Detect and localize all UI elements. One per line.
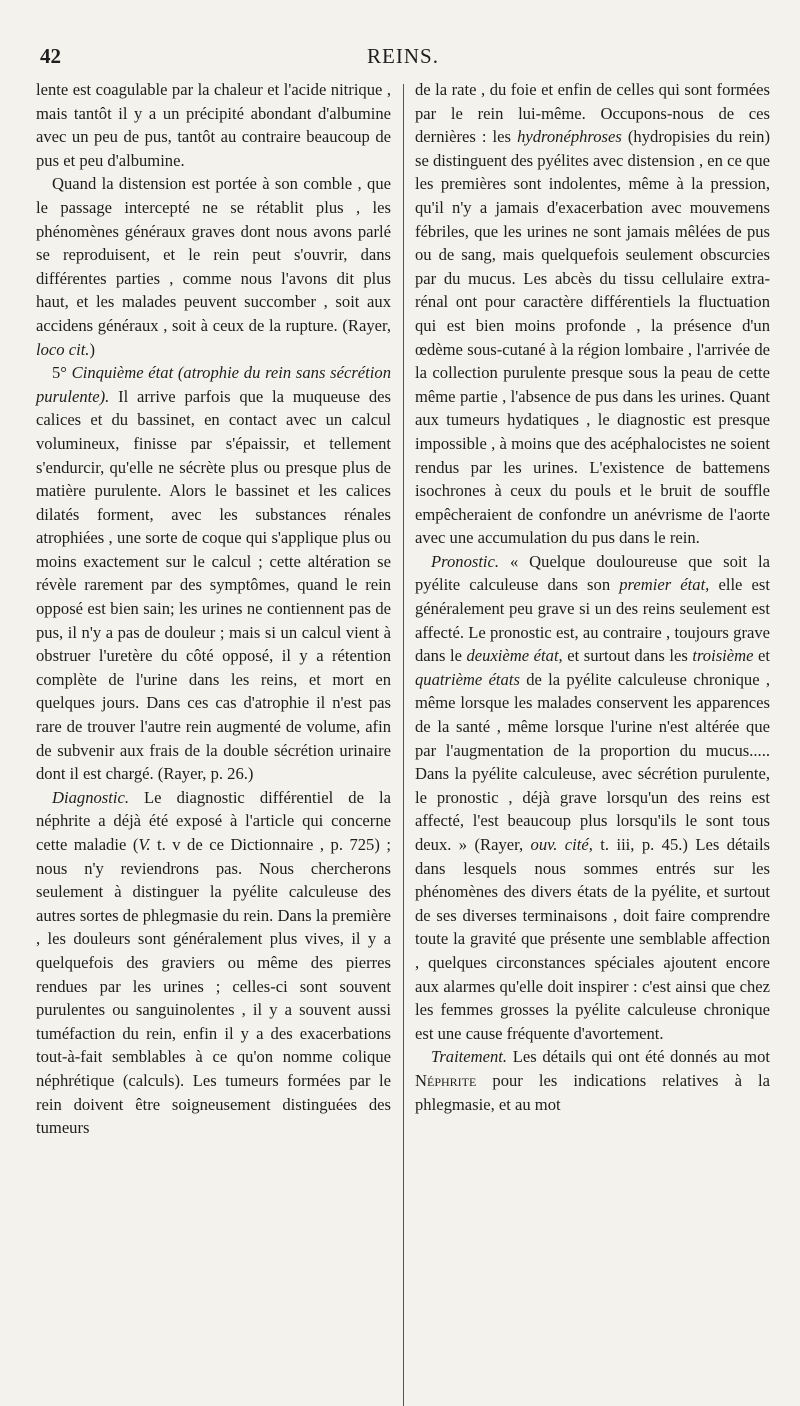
text: « Quelque douloureuse que soit la pyélite calculeuse dans son: [415, 551, 770, 595]
text: Le diagnostic différentiel de la néphrite a déjà été exposé à l'article qui concerne cette maladie (: [36, 787, 391, 854]
term: deuxième état,: [466, 646, 563, 666]
column-divider: [403, 84, 404, 1406]
paragraph: [36, 172, 391, 361]
page-header: [36, 44, 770, 74]
section-heading: Diagnostic.: [52, 787, 129, 807]
section-heading: Cinquième état (atrophie du rein sans sécrétion purulente).: [36, 363, 391, 406]
paragraph: [36, 361, 391, 786]
citation: loco cit.: [36, 339, 90, 359]
cross-reference: Néphrite: [415, 1070, 477, 1090]
section-number: 5°: [52, 363, 72, 383]
term: hydronéphroses: [517, 127, 622, 147]
paragraph: [415, 550, 770, 1045]
text: de la rate , du foie et enfin de celles qui sont formées par le rein lui-même. Occupons-nous de ces dernières : les: [415, 80, 770, 147]
running-title: REINS.: [367, 44, 439, 68]
paragraph: [415, 1045, 770, 1116]
text-columns: [36, 78, 770, 1406]
text: lente est coagulable par la chaleur et l'acide nitrique , mais tantôt il y a un précipité abondant d'albumine avec un peu de pus, tantôt au contraire beaucoup de pus et peu d'albumine.: [36, 80, 391, 170]
left-column: [36, 78, 391, 1406]
text: Les détails qui ont été donnés au mot: [507, 1047, 770, 1067]
citation: ouv. cité: [530, 835, 589, 854]
text: (hydropisies du rein) se distinguent des pyélites avec distension , en ce que les premières sont indolentes, même à la pression, qu'il n'y a jamais d'exacerbation avec mouvemens fébriles, que les urines ne sont jamais mêlées de pus ou de sang, mais quelquefois seulement obscurcies par du mucus. Les abcès du tissu cellulaire extra-rénal ont pour caractère différentiels la fluctuation qui est bien moins profonde , la présence d'un œdème sous-cutané à la région lombaire , l'arrivée de la collection purulente presque sous la peau de cette même partie , l'absence de pus dans les urines. Quant aux tumeurs hydatiques , le diagnostic est presque impossible , à moins que des acéphalocistes ne soient rendus par les urines. L'existence de battemens isochrones à ceux du pouls et le bruit de souffle empêcheraient de confondre un anévrisme de l'aorte avec une accumulation du pus dans le rein.: [415, 127, 770, 548]
reference: V.: [138, 835, 151, 854]
text: et surtout dans les: [562, 646, 693, 666]
text: pour les indications relatives à la phlegmasie, et au mot: [415, 1070, 770, 1114]
paragraph: [415, 78, 770, 550]
paragraph: [36, 786, 391, 1140]
section-heading: Pronostic.: [431, 551, 500, 571]
term: quatrième états: [415, 669, 520, 689]
term: premier état,: [619, 575, 710, 595]
text: t. v de ce Dictionnaire , p. 725) ; nous n'y reviendrons pas. Nous chercherons seulement à distinguer la pyélite calculeuse des autres sortes de phlegmasie du rein. Dans la première , les douleurs sont généralement plus vives, il y a quelquefois des graviers ou même des pierres rendues par les urines ; celles-ci sont souvent purulentes ou sanguinolentes , il y a souvent aussi tuméfaction du rein, enfin il y a des exacerbations tout-à-fait semblables à ce qu'on nomme colique néphrétique (calculs). Les tumeurs formées par le rein doivent être soigneusement distinguées des tumeurs: [36, 835, 391, 1138]
text: et: [753, 646, 771, 666]
section-heading: Traitement.: [431, 1047, 508, 1067]
text: elle est généralement peu grave si un des reins seulement est affecté. Le pronostic est, au contraire , toujours grave dans le: [415, 575, 770, 666]
text: ): [89, 339, 95, 359]
text: Il arrive parfois que la muqueuse des calices et du bassinet, en contact avec un calcul volumineux, finisse par s'épaissir, et tellement s'endurcir, qu'elle ne sécrète plus ou presque plus de matière purulente. Alors le bassinet et les calices dilatés forment, avec les substances rénales atrophiées , une sorte de coque qui s'applique plus ou moins exactement sur le calcul ; cette altération se révèle rarement par des symptômes, quand le rein opposé est bien sain; les urines ne contiennent pas de pus, il n'y a pas de douleur ; mais si un calcul vient à obstruer l'uretère du côté opposé, il y a rétention complète de l'urine dans les reins, et mort en quelques jours. Dans ces cas d'atrophie il n'est pas rare de trouver l'autre rein augmenté de volume, afin de subvenir aux frais de la double sécrétion urinaire dont il est chargé. (Rayer, p. 26.): [36, 386, 391, 784]
text: de la pyélite calculeuse chronique , même lorsque les malades conservent les apparences de la santé , même lorsque l'urine n'est altérée que par l'augmentation de la proportion du mucus..... Dans la pyélite calculeuse, avec sécrétion purulente, le pronostic , déjà grave lorsqu'un des reins est affecté, l'est beaucoup plus lorsqu'ils le sont tous deux. » (Rayer,: [415, 669, 770, 854]
right-column: [415, 78, 770, 1406]
text: Quand la distension est portée à son comble , que le passage intercepté ne se rétablit plus , les phénomènes généraux graves dont nous avons parlé se reproduisent, et le rein peut s'ouvrir, dans différentes parties , comme nous l'avons dit plus haut, et les malades peuvent succomber , soit aux accidens généraux , soit à ceux de la rupture. (Rayer,: [36, 174, 391, 335]
term: troisième: [692, 646, 754, 666]
text: , t. iii, p. 45.) Les détails dans lesquels nous sommes entrés sur les phénomènes des divers états de la pyélite, et surtout de ses diverses terminaisons , doit faire comprendre toute la gravité que présente une semblable affection , quelques circonstances spéciales ajoutent encore aux alarmes qu'elle doit inspirer : c'est ainsi que chez les femmes grosses la pyélite calculeuse chronique est une cause fréquente d'avortement.: [415, 835, 771, 1043]
page-number: 42: [40, 44, 61, 68]
paragraph: [36, 78, 391, 172]
